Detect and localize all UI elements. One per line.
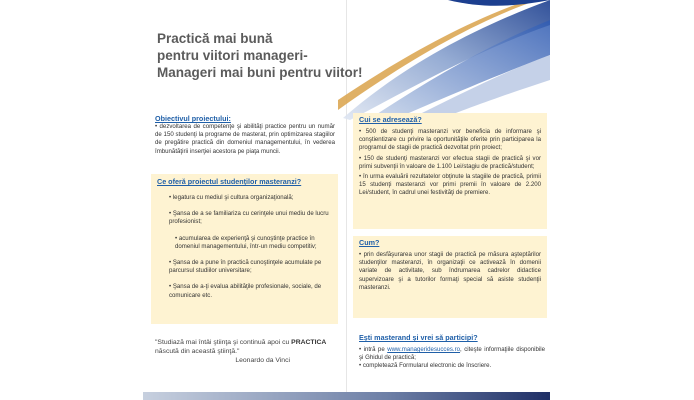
cum-heading: Cum? [359,238,380,247]
objectiv-heading: Obiectivul proiectului: [155,114,231,123]
cui-item: • 150 de studenţi masteranzi vor efectua stagii de practică şi vor primi subvenţii în valoare de 1.100 Lei/stagiu de practică/student; [359,154,541,170]
ofera-box [151,174,338,324]
quote-part-1: "Studiază mai întâi ştiinţa şi continuă apoi cu [155,339,290,346]
objectiv-text: • dezvoltarea de competenţe şi abilităţi practice pentru un număr de 150 studenţi la programe de masterat, prin optimizarea stagiilor de pregătire practică din domeniul managementului, în vederea îmbunătăţirii inserţiei acestora pe piaţa muncii. [155,123,335,155]
quote-part-2: născută din această ştiinţă." [155,348,240,355]
esti-line-1-post: , citeşte informaţiile disponibile şi Ghidul de practică; [359,346,546,362]
page-title [157,30,363,81]
ofera-item: • acumularea de experienţă şi cunoştinţe practice în domeniul managementului, într-un mediu competitiv; [175,234,317,250]
cum-text: • prin desfăşurarea unor stagii de practică pe măsura aşteptărilor studenţilor masteranzi, în organizaţii ce activează în domenii variate de activitate, sub îndrumarea cadrelor didactice supervizoare şi a tutorilor formaţi special să asiste studenţii masteranzi. [359,251,541,291]
esti-line-1-pre: • intră pe [359,346,385,353]
cui-item: • în urma evaluării rezultatelor obţinute la stagiile de practică, primii 15 studenţi masteranzi vor primi premii în valoare de 2.200 Lei/student, în cadrul unei festivităţi de premiere. [359,173,541,197]
quote [155,338,340,365]
brochure-page [143,0,550,400]
cum-box [353,236,547,318]
cui-heading: Cui se adresează? [359,115,422,124]
ofera-item: • legatura cu mediul şi cultura organizaţională; [169,194,294,201]
ofera-heading: Ce oferă proiectul studenţilor masteranzi? [157,177,302,186]
website-link[interactable]: www.manageridesucces.ro [387,346,461,353]
esti-line-1 [359,346,545,362]
ofera-item: • Şansa de a pune în practică cunoştinţele acumulate pe parcursul studiilor universitare; [169,259,322,275]
title-line-3: Manageri mai buni pentru viitor! [157,65,363,80]
cui-box [353,113,547,229]
cui-item: • 500 de studenţi masteranzi vor beneficia de informare şi conştientizare cu privire la oportunităţile oferite prin participarea la programul de stagii de practică dezvoltat prin proiect; [359,128,541,152]
esti-heading: Eşti masterand şi vrei să participi? [359,333,478,342]
ofera-item: • Şansa de a se familiariza cu cerinţele unui mediu de lucru profesionist; [169,210,329,226]
title-line-2: pentru viitori manageri- [157,48,308,63]
bottom-band [143,392,550,400]
esti-section [359,333,545,371]
ofera-item: • Şansa de a-ţi evalua abilităţile profesionale, sociale, de comunicare etc. [169,283,322,299]
quote-author: Leonardo da Vinci [235,357,290,364]
quote-emphasis: PRACTICA [291,339,327,346]
title-line-1: Practică mai bună [157,31,273,46]
decorative-swoosh [338,0,550,120]
esti-line-2: • completează Formularul electronic de înscriere. [359,362,492,370]
